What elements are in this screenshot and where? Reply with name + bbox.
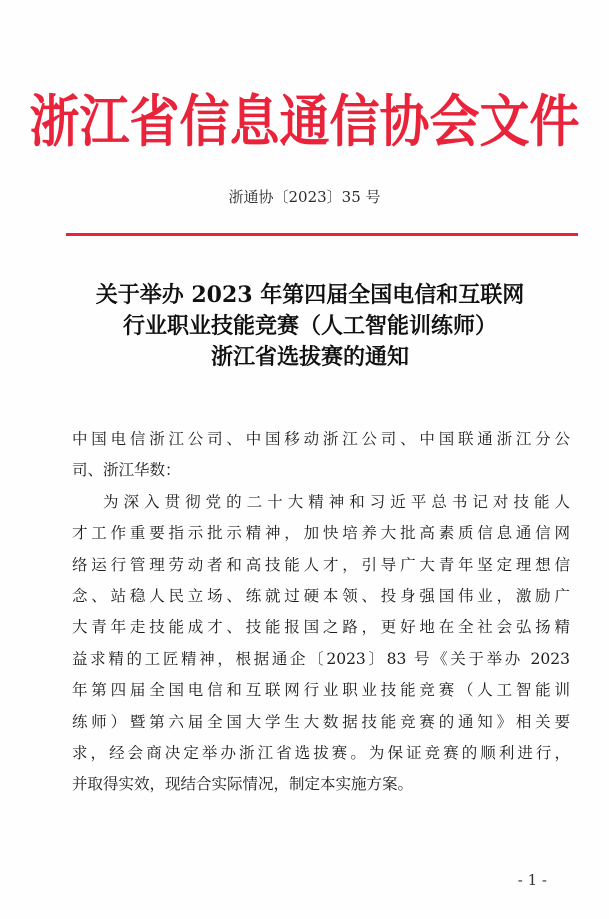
paragraph-line: 并取得实效，现结合实际情况，制定本实施方案。 bbox=[72, 775, 414, 794]
notice-title-line: 关于举办 2023 年第四届全国电信和互联网 bbox=[95, 282, 525, 308]
paragraph-line: 年第四届全国电信和互联网行业职业技能竞赛（人工智能训 bbox=[72, 681, 570, 700]
paragraph-line: 求，经会商决定举办浙江省选拔赛。为保证竞赛的顺利进行， bbox=[72, 743, 570, 762]
document-body bbox=[72, 424, 570, 801]
issuer-header-title: 浙江省信息通信协会文件 bbox=[29, 88, 580, 155]
paragraph-line: 才工作重要指示批示精神，加快培养大批高素质信息通信网 bbox=[72, 524, 570, 543]
paragraph-line: 练师）暨第六届全国大学生大数据技能竞赛的通知》相关要 bbox=[72, 712, 570, 731]
addressee-line: 中国电信浙江公司、中国移动浙江公司、中国联通浙江分公 bbox=[72, 430, 570, 448]
notice-title-line: 浙江省选拔赛的通知 bbox=[210, 344, 409, 370]
paragraph-line: 念、站稳人民立场、练就过硬本领、投身强国伟业，激励广 bbox=[72, 586, 570, 605]
paragraph-line: 为深入贯彻党的二十大精神和习近平总书记对技能人 bbox=[103, 492, 570, 511]
paragraph-line: 大青年走技能成才、技能报国之路，更好地在全社会弘扬精 bbox=[72, 618, 570, 637]
page-number: - 1 - bbox=[517, 871, 547, 889]
addressee-line: 司、浙江华数： bbox=[72, 461, 181, 480]
paragraph-line: 益求精的工匠精神，根据通企〔2023〕83 号《关于举办 2023 bbox=[72, 649, 570, 668]
notice-title bbox=[40, 280, 580, 373]
document-number: 浙通协〔2023〕35 号 bbox=[228, 188, 381, 206]
paragraph-line: 络运行管理劳动者和高技能人才，引导广大青年坚定理想信 bbox=[72, 555, 570, 574]
notice-title-line: 行业职业技能竞赛（人工智能训练师） bbox=[122, 313, 497, 339]
red-separator-line bbox=[66, 233, 578, 236]
